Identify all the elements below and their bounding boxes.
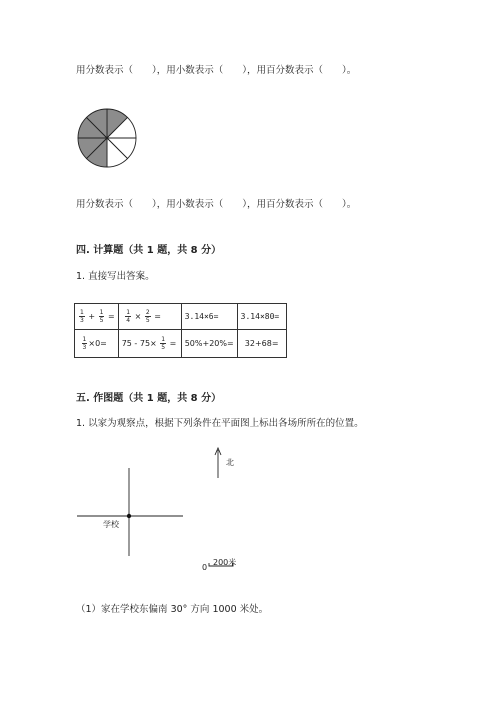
section-5-subquestion-1: （1）家在学校东偏南 30° 方向 1000 米处。 — [76, 604, 269, 615]
calc-cell-r2c4: 32+68= — [237, 330, 286, 358]
fraction: $\frac{1}{3}$ — [82, 336, 87, 351]
calc-cell-r1c2: $\frac{1}{4}$ × $\frac{2}{5}$ = — [118, 304, 181, 330]
school-point — [127, 514, 131, 518]
section-4-heading: 四. 计算题（共 1 题，共 8 分） — [76, 245, 222, 256]
calc-cell-r2c1: $\frac{1}{3}$ ×0= — [75, 330, 119, 358]
calc-cell-r1c3: 3.14×6= — [181, 304, 237, 330]
north-label: 北 — [226, 458, 234, 467]
fraction: $\frac{1}{4}$ — [126, 309, 131, 324]
calc-cell-r2c2: 75 - 75× $\frac{1}{5}$ = — [118, 330, 181, 358]
fraction: $\frac{1}{3}$ — [80, 309, 84, 324]
section-4-question-1: 1. 直接写出答案。 — [76, 271, 155, 282]
calc-cell-r1c1: $\frac{1}{3}$ + $\frac{1}{5}$ = — [75, 304, 119, 330]
question-line-fraction-decimal-percent-2: 用分数表示（ ），用小数表示（ ），用百分数表示（ ）。 — [76, 199, 357, 210]
fraction: $\frac{1}{5}$ — [99, 309, 104, 324]
section-5-heading: 五. 作图题（共 1 题，共 8 分） — [76, 393, 222, 404]
fraction: $\frac{2}{5}$ — [145, 309, 150, 324]
calc-cell-r1c4: 3.14×80= — [237, 304, 286, 330]
question-line-fraction-decimal-percent-1: 用分数表示（ ），用小数表示（ ），用百分数表示（ ）。 — [76, 65, 357, 76]
section-5-question-1: 1. 以家为观察点，根据下列条件在平面图上标出各场所所在的位置。 — [76, 418, 364, 429]
scale-distance-label: 200米 — [213, 558, 237, 567]
scale-zero-label: 0 — [202, 563, 208, 572]
school-label: 学校 — [103, 520, 119, 529]
fraction: $\frac{1}{5}$ — [161, 336, 166, 351]
calc-cell-r2c3: 50%+20%= — [181, 330, 237, 358]
